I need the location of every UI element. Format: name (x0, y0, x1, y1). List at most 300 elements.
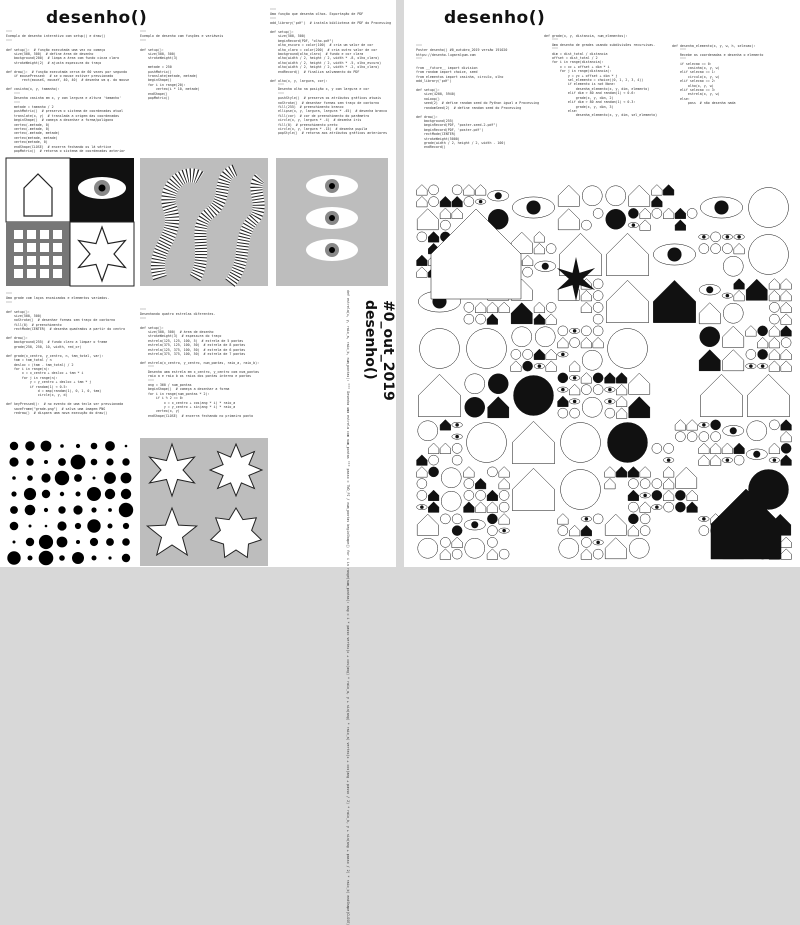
grid-square (14, 243, 23, 252)
grid-dot (28, 556, 33, 561)
poster-circle (769, 302, 779, 312)
left-page-title: desenho() (46, 8, 148, 28)
grid-square (40, 230, 49, 239)
poster-circle (417, 479, 427, 489)
poster-house (769, 443, 780, 454)
right-page (404, 0, 800, 567)
poster-circle (722, 244, 732, 254)
grid-dot (91, 443, 98, 450)
poster-circle (488, 374, 508, 394)
poster-house (781, 420, 792, 431)
poster-house (534, 302, 545, 313)
poster-circle (593, 373, 603, 383)
eye-top (306, 175, 358, 197)
poster-house (700, 374, 742, 416)
poster-house (511, 361, 522, 372)
poster-house (440, 196, 451, 207)
poster-circle (711, 244, 721, 254)
grid-dot (72, 552, 84, 564)
poster-house (559, 233, 601, 275)
poster-circle (440, 220, 450, 230)
poster-circle (465, 397, 485, 417)
poster-house (581, 302, 592, 313)
poster-circle (418, 538, 438, 558)
code-block-grid-loops: """ Uma grade com laços encaixados e elementos variados. """ def setup(): size(500, 500) noStroke() # desenhar formas sem traço de contorno fill(0) # preenchimento rectMode(CENTER) # desenha quadrados a partir do centro def draw(): background(255) # fundo claro a limpar o frame grade(250, 250, 10, width, red_or) def grade(x_centro, y_centro, n, tam_total, var): tam = tam_total / n desloc = (tam - tam_total) / 2 for i in range(n): x = x_centro + desloc + tam * i for j in range(n): y = y_centro + desloc + tam * j if random(1) < 0.5: d = map(random(1), 0, 1, 0, tam) circle(x, y, d) def keyPressed(): # no evento de uma tecla ser pressionada saveFrame("grade.png") # salva uma imagem PNG redraw() # dispara uma nova execução do draw() (6, 292, 126, 415)
poster-house (734, 279, 745, 290)
poster-house (640, 502, 651, 513)
poster-house (499, 302, 510, 313)
poster-house (640, 220, 651, 231)
poster-circle (429, 185, 439, 195)
poster-house (522, 255, 533, 266)
poster-circle (558, 408, 568, 418)
poster-circle (593, 208, 603, 218)
grid-dot (76, 444, 80, 448)
poster-house (746, 326, 757, 337)
poster-circle (452, 514, 462, 524)
grid-dot (7, 551, 20, 564)
poster-house (487, 502, 498, 513)
poster-circle (581, 326, 591, 336)
poster-circle (429, 197, 439, 207)
poster-circle (749, 235, 789, 275)
poster-circle (628, 514, 638, 524)
poster-circle (664, 443, 674, 453)
code-block-grid-recursive: def grade(x, y, distancia, num_elementos): """ Uma desenho de grades usando subdivisões recursivas. """ dim = dist_total / distancia offset = dist_total / 2 for i in range(distancia): x = xc + offset + dim * i for j in range(distancia): y = yc + offset + dim * j sel_elemento = choice((0, 1, 2, 3, 4)) if elemento is not None: desenha_elemento(x, y, dim, elemento) elif dim > 80 and random(1) < 0.6: grade(x, y, dim, 2) elif dim > 80 and random(1) < 0.3: grade(x, y, dim, 3) else: desenha_elemento(x, y, dim, sel_elemento) (544, 34, 658, 118)
poster-circle (593, 514, 603, 524)
poster-circle (511, 349, 521, 359)
poster-circle (593, 549, 603, 559)
poster-circle (758, 326, 768, 336)
poster-house (428, 443, 439, 454)
poster-house (417, 209, 438, 230)
grid-dot (11, 491, 16, 496)
poster-house (475, 478, 486, 489)
poster-house (769, 279, 780, 290)
poster-house (440, 420, 451, 431)
poster-house (428, 490, 439, 501)
poster-circle (452, 455, 462, 465)
code-block-eyes-pdf: """ Uma função que desenha olhos. Exportação de PDF """ add_library('pdf') # instala biblioteca de PDF do Processing def setup(): size(500, 500) beginRecord(PDF, "olho.pdf") olho_escuro = color(100) # cria um valor de cor olho_claro = color(200) # cria outro valor de cor background(olho_claro) # fundo e cor clara olho(width / 2, height / 2, width * .8, olho_claro) olho(width / 2, height / 2, width * .5, olho_escuro) olho(width / 2, height / 2, width * .2, olho_claro) endRecord() # finaliza salvamento do PDF def olho(x, y, largura, cor): """ Desenha olho na posição x, y com largura e cor """ pushStyle() # preserva os atributos gráficos atuais noStroke() # desenhar formas sem traço de contorno fill(255) # preenchimento branco ellipse(x, y, largura, largura * .45) # desenha branco fill(cor) # cor de preenchimento do parâmetro circle(x, y, largura * .4) # desenha íris fill(0) # preenchimento preto circle(x, y, largura * .15) # desenha pupila popStyle() # retorna aos atributos gráficos anteriores (270, 8, 392, 136)
poster-house (769, 349, 780, 360)
poster-house (734, 243, 745, 254)
grid-dot (10, 442, 18, 450)
poster-house (710, 455, 721, 466)
poster-circle (652, 443, 662, 453)
grid-square (53, 243, 62, 252)
poster-house (546, 314, 557, 325)
poster-house (781, 349, 792, 360)
grid-dot (76, 540, 80, 544)
grid-dot (87, 519, 100, 532)
poster-circle (593, 326, 603, 336)
code-block-poster-setup: """ Poster desenho() #0_outubro_2019 versão 191020 https://desenho.lugaralgum.com """ from __future__ import division from random import choice, seed from elementos import casinha, circulo, olho add_library('pdf') def setup(): size(4200, 5940) noLoop() seed(2) # define random seed do Python igual a Processing randomSeed(2) # define random seed do Processing def draw(): background(255) beginRecord(PDF, "poster-seed-2.pdf") beginRecord(PDF, 'poster.pdf') rectMode(CENTER) strokeWeight(5000) grade(width / 2, height / 2, width - 100) endRecord() (416, 44, 540, 150)
poster-house (652, 185, 663, 196)
grid-dot (25, 441, 35, 451)
poster-circle (558, 526, 568, 536)
poster-circle (464, 197, 474, 207)
poster-house (475, 302, 486, 313)
poster-house (605, 467, 616, 478)
poster-house (534, 314, 545, 325)
poster-house (723, 326, 744, 347)
poster-house (640, 208, 651, 219)
poster-circle (675, 432, 685, 442)
poster-house (629, 185, 650, 206)
eye-bottom (306, 239, 358, 261)
poster-circle (464, 479, 474, 489)
grid-dot (13, 541, 16, 544)
grid-dot (59, 555, 65, 561)
poster-house (593, 337, 604, 348)
grid-dot (74, 474, 82, 482)
grid-dot (108, 524, 113, 529)
poster-circle (581, 537, 591, 547)
poster-circle (723, 303, 743, 323)
grid-dot (26, 458, 33, 465)
poster-house (616, 396, 627, 407)
grid-square (14, 230, 23, 239)
poster-house (452, 537, 463, 548)
poster-circle (487, 537, 497, 547)
grid-square (40, 243, 49, 252)
grid-dot (12, 476, 16, 480)
poster-circle (593, 279, 603, 289)
poster-house (699, 303, 720, 324)
poster-circle (523, 349, 533, 359)
poster-house (781, 431, 792, 442)
figure-four-stars (140, 438, 268, 566)
poster-house (628, 525, 639, 536)
poster-circle (593, 291, 603, 301)
poster-house (558, 185, 579, 206)
poster-house (487, 314, 498, 325)
poster-house (781, 326, 792, 337)
poster-circle (440, 537, 450, 547)
poster-circle (546, 302, 556, 312)
poster-circle (558, 326, 568, 336)
poster-house (663, 467, 674, 478)
poster-circle (769, 314, 779, 324)
poster-circle (711, 432, 721, 442)
poster-circle (628, 502, 638, 512)
poster-house (663, 490, 674, 501)
poster-house (663, 478, 674, 489)
poster-house (569, 525, 580, 536)
poster-circle (758, 349, 768, 359)
poster-circle (429, 455, 439, 465)
grid-square (14, 269, 23, 278)
poster-circle (723, 256, 743, 276)
poster-house (781, 314, 792, 325)
poster-circle (675, 502, 685, 512)
code-block-stars: """ Desenhando quatro estrelas diferentes. """ def setup(): size(500, 500) # área de desenho strokeWeight(3) # espessura do traço estrela(125, 125, 100, 5) # estrela de 5 pontas estrela(375, 125, 100, 50) # estrela de 8 pontas estrela(125, 375, 100, 50) # estrela de 6 pontas estrela(375, 375, 100, 50) # estrela de 7 pontas def estrela(x_centro, y_centro, num_pontas, raio_a, raio_b): """ Desenha uma estrela em x_centro, y_centro com num_pontas raio a e raio b os raios dos pontas interno e pontas """ ang = 360 / num_pontas beginShape() # começa a desenhar a forma for i in range(num_pontas * 2): if i % 2 == 0: x = x_centro + cos(ang * i) * raio_a y = y_centro + sin(ang * i) * raio_a vertex(x, y) endShape(CLOSE) # encerra fechando no primeiro ponto (140, 308, 260, 418)
poster-circle (570, 338, 580, 348)
poster-circle (582, 350, 602, 370)
poster-house (534, 243, 545, 254)
poster-house (417, 467, 428, 478)
poster-house (558, 337, 569, 348)
poster-house (722, 443, 733, 454)
poster-circle (734, 455, 744, 465)
poster-circle (629, 538, 649, 558)
poster-house (452, 208, 463, 219)
poster-circle (640, 479, 650, 489)
poster-circle (487, 514, 497, 524)
poster-circle (487, 467, 497, 477)
poster-house (616, 384, 627, 395)
grid-dot (27, 475, 33, 481)
grid-dot (41, 473, 50, 482)
grid-dot (58, 506, 65, 513)
poster-house (546, 349, 557, 360)
poster-house (499, 478, 510, 489)
poster-circle (499, 490, 509, 500)
poster-house (606, 233, 648, 275)
poster-house (746, 279, 767, 300)
poster-circle (465, 374, 485, 394)
grid-dot (87, 487, 101, 501)
poster-house (757, 337, 768, 348)
poster-house (687, 502, 698, 513)
poster-circle (581, 220, 591, 230)
poster-circle (747, 421, 767, 441)
poster-house (546, 361, 557, 372)
poster-house (581, 525, 592, 536)
poster-house (417, 255, 428, 266)
figure-dot-grid (6, 438, 134, 566)
grid-dot (71, 455, 86, 470)
grid-dot (105, 441, 115, 451)
grid-square (53, 269, 62, 278)
poster-circle (417, 490, 427, 500)
poster-house (769, 337, 780, 348)
poster-circle (420, 329, 460, 369)
grid-dot (106, 458, 113, 465)
poster-house (781, 279, 792, 290)
poster-house (558, 396, 569, 407)
grid-dot (90, 538, 98, 546)
poster-circle (467, 423, 507, 463)
grid-dot (73, 505, 82, 514)
poster-house (569, 384, 580, 395)
poster-circle (581, 385, 591, 395)
grid-dot (42, 490, 50, 498)
poster-circle (781, 338, 791, 348)
grid-dot (10, 506, 18, 514)
poster-house (464, 185, 475, 196)
poster-circle (593, 314, 603, 324)
poster-house (488, 397, 509, 418)
poster-house (781, 290, 792, 301)
poster-circle (558, 373, 568, 383)
poster-circle (499, 502, 509, 512)
grid-square (53, 256, 62, 265)
grid-dot (57, 537, 68, 548)
poster-circle (687, 208, 697, 218)
poster-house (475, 185, 486, 196)
poster-house (428, 502, 439, 513)
poster-circle (711, 420, 721, 430)
poster-circle (606, 209, 626, 229)
poster-house (464, 502, 475, 513)
poster-house (652, 196, 663, 207)
poster-house (687, 490, 698, 501)
poster-circle (746, 349, 756, 359)
poster-circle (464, 314, 474, 324)
grid-dot (24, 488, 36, 500)
poster-circle (487, 526, 497, 536)
code-block-draw-element: def desenha_elemento(x, y, w, h, selecao): """ Recebe as coordenadas e desenha o elemento """ if selecao == 0: casinha(x, y, w) elif selecao == 1: circulo(x, y, w) elif selecao == 2: olho(x, y, w) elif selecao == 3: estrela(x, y, w) else: pass # não desenha nada (672, 44, 764, 106)
poster-circle (452, 443, 462, 453)
poster-house (616, 373, 627, 384)
grid-dot (121, 473, 132, 484)
vertical-code-block: def estrela(x, y, raio_a, raio_b, num_pontas): """ Desenha uma estrela com num_pontas """ passo = TWO_PI / num_pontas beginShape() for i in range(num_pontas): ang = i * passo vertex(x + cos(ang) * raio_a, y + sin(ang) * raio_a) vertex(x + cos(ang + passo / 2) * raio_b, y + sin(ang + passo / 2) * raio_b) endShape(CLOSE) (346, 290, 350, 925)
poster-circle (452, 549, 462, 559)
left-page (0, 0, 396, 925)
grid-dot (57, 521, 66, 530)
grid-square (27, 269, 36, 278)
poster-circle (441, 468, 461, 488)
poster-house (605, 538, 626, 559)
poster-circle (582, 186, 602, 206)
poster-circle (699, 432, 709, 442)
grid-square (27, 230, 36, 239)
grid-dot (76, 492, 81, 497)
poster-circle (675, 490, 685, 500)
poster-house (699, 350, 720, 371)
poster-house (499, 467, 510, 478)
poster-house (499, 514, 510, 525)
grid-dot (119, 503, 133, 517)
grid-dot (108, 556, 111, 559)
grid-dot (93, 477, 96, 480)
poster-house (769, 361, 780, 372)
grid-dot (122, 458, 129, 465)
star-8-points (210, 444, 262, 496)
figure-generative-poster (416, 184, 792, 560)
poster-house (676, 467, 697, 488)
poster-house (747, 374, 789, 416)
poster-house (440, 549, 451, 560)
poster-circle (582, 397, 602, 417)
poster-house (734, 290, 745, 301)
poster-circle (440, 514, 450, 524)
grid-square (40, 256, 49, 265)
poster-circle (652, 479, 662, 489)
poster-circle (559, 538, 579, 558)
poster-circle (781, 443, 791, 453)
poster-circle (608, 329, 648, 369)
poster-circle (593, 385, 603, 395)
grid-dot (39, 535, 53, 549)
right-page-title: desenho() (444, 8, 546, 28)
poster-circle (628, 479, 638, 489)
poster-house (417, 514, 438, 535)
poster-house (417, 196, 428, 207)
poster-house (687, 420, 698, 431)
poster-house (710, 443, 721, 454)
poster-house (734, 443, 745, 454)
grid-dot (60, 492, 64, 496)
poster-house (417, 455, 428, 466)
poster-house (605, 373, 616, 384)
poster-house (581, 549, 592, 560)
figure-three-eyes (276, 158, 388, 286)
poster-house (616, 467, 627, 478)
poster-circle (561, 423, 601, 463)
poster-house (605, 478, 616, 489)
grid-dot (122, 538, 130, 546)
poster-house (512, 468, 554, 510)
code-block-functions: """ Exemplo de desenho com funções e variáveis """ def setup(): size(500, 500) strokeWeight(3) metade = 250 pushMatrix() translate(metade, metade) beginShape() for i in range(20): vertex(i * 10, metade) endShape() popMatrix() (140, 30, 224, 101)
star-7-points (211, 508, 262, 557)
grid-dot (122, 554, 130, 562)
grid-dot (123, 523, 129, 529)
poster-house (487, 549, 498, 560)
poster-circle (652, 208, 662, 218)
poster-house (487, 490, 498, 501)
poster-house (605, 514, 626, 535)
poster-house (534, 232, 545, 243)
grid-dot (58, 458, 66, 466)
poster-circle (608, 423, 648, 463)
poster-house (581, 290, 592, 301)
poster-house (629, 397, 650, 418)
poster-circle (769, 420, 779, 430)
poster-house (675, 208, 686, 219)
poster-circle (640, 514, 650, 524)
grid-dot (55, 471, 69, 485)
grid-square (14, 256, 23, 265)
grid-square (40, 269, 49, 278)
vertical-title: desenho() (362, 300, 378, 380)
poster-house (418, 374, 460, 416)
vertical-heading: #0_out_2019 (380, 300, 396, 401)
grid-dot (108, 508, 112, 512)
poster-circle (429, 467, 439, 477)
grid-dot (25, 505, 36, 516)
poster-house (769, 290, 780, 301)
poster-house (581, 373, 592, 384)
poster-house (440, 208, 451, 219)
poster-house (464, 467, 475, 478)
poster-circle (441, 491, 461, 511)
grid-dot (125, 445, 128, 448)
poster-circle (418, 421, 438, 441)
poster-circle (570, 408, 580, 418)
poster-house (534, 349, 545, 360)
poster-circle (464, 302, 474, 312)
poster-house (616, 408, 627, 419)
poster-circle (664, 502, 674, 512)
poster-circle (605, 408, 615, 418)
poster-circle (535, 327, 555, 347)
poster-house (781, 455, 792, 466)
poster-house (781, 361, 792, 372)
poster-house (512, 421, 554, 463)
grid-dot (44, 508, 48, 512)
poster-circle (467, 329, 507, 369)
grid-dot (121, 489, 131, 499)
poster-circle (452, 185, 462, 195)
poster-house (475, 502, 486, 513)
poster-house (640, 467, 651, 478)
poster-house (723, 350, 744, 371)
poster-house (781, 302, 792, 313)
grid-dot (26, 538, 34, 546)
poster-circle (546, 244, 556, 254)
